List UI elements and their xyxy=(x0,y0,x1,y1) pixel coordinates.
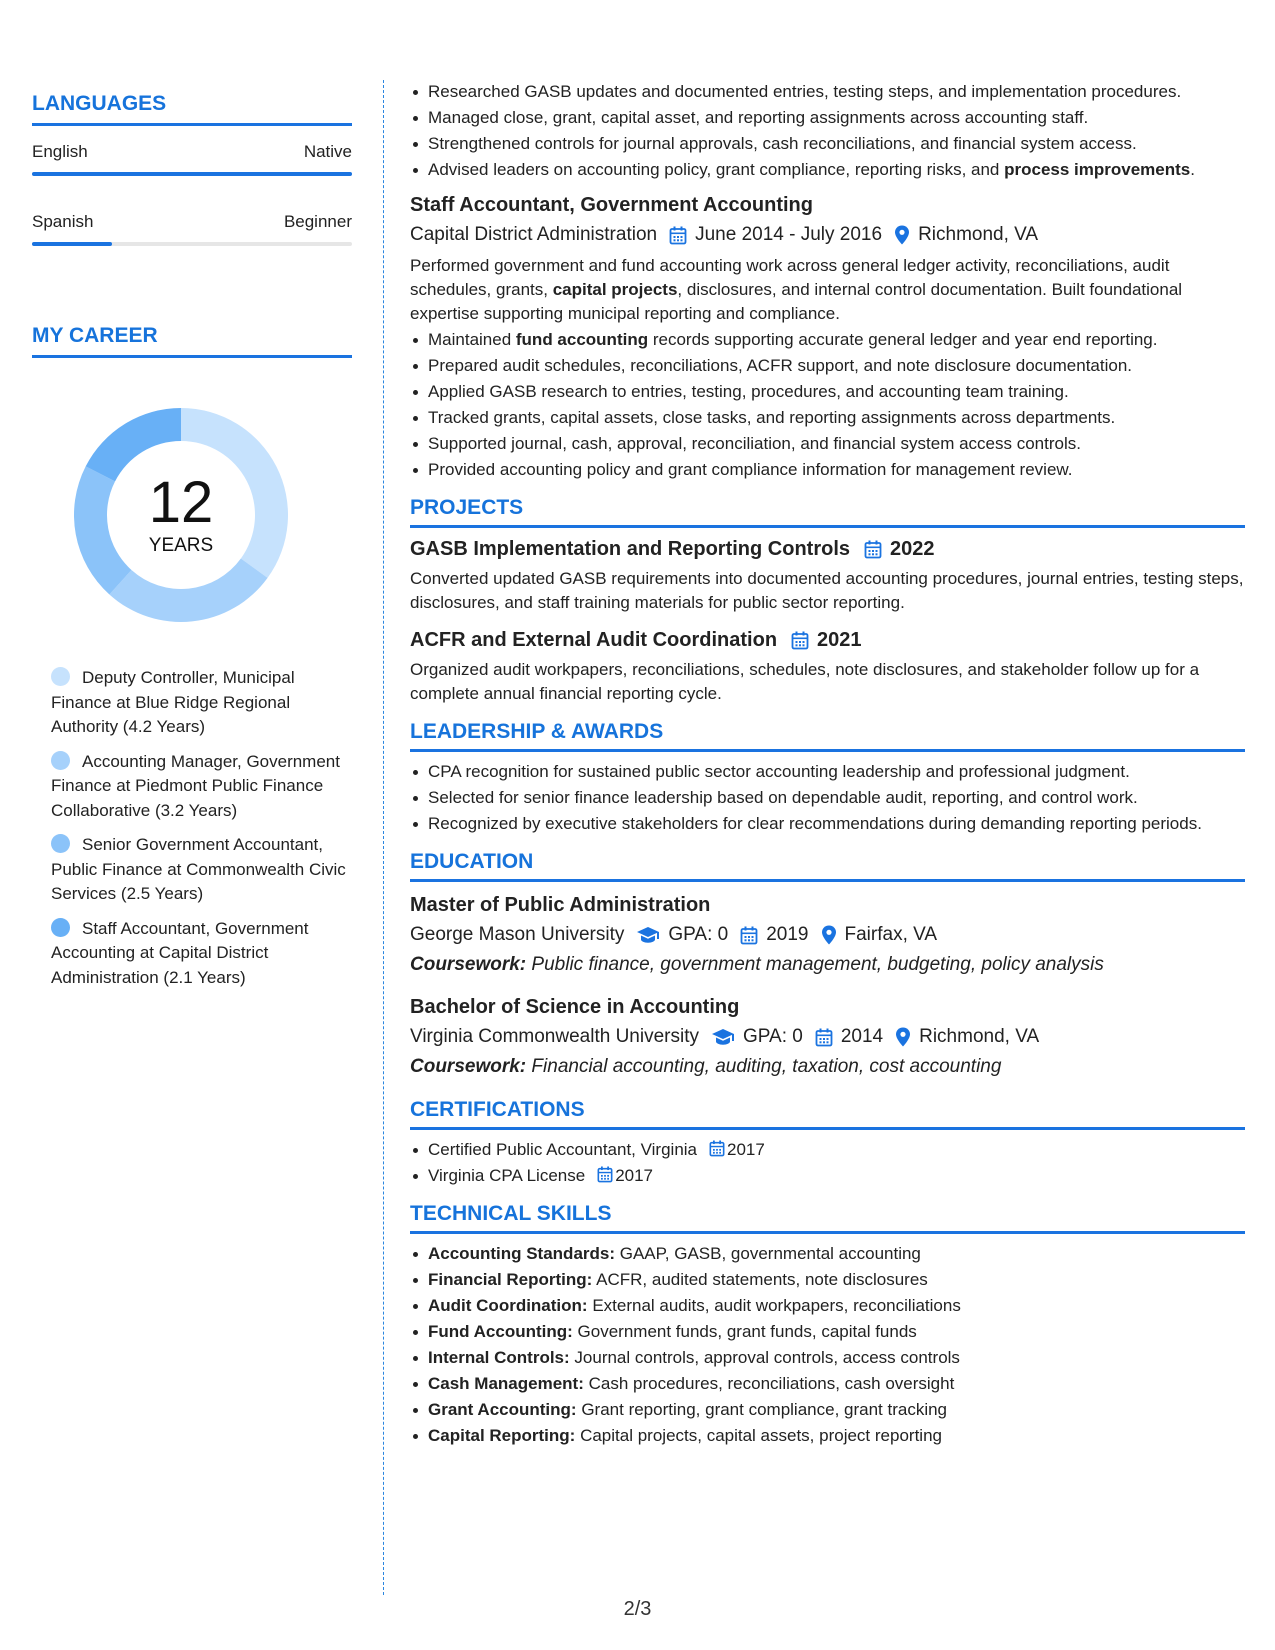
project-name: GASB Implementation and Reporting Controls xyxy=(410,538,851,560)
graduation-year: 2019 xyxy=(766,924,809,945)
technical-skills-heading: TECHNICAL SKILLS xyxy=(410,1202,1245,1234)
career-legend xyxy=(32,666,352,990)
career-legend-text: Accounting Manager, Government Finance at Piedmont Public Finance Collaborative (3.2 Years) xyxy=(51,751,340,820)
legend-dot xyxy=(51,667,70,686)
project-description: Converted updated GASB requirements into documented accounting procedures, journal entries, testing steps, disclosures, and staff training materials for public sector reporting. xyxy=(410,569,1244,612)
calendar-icon xyxy=(791,631,809,650)
certifications-heading: CERTIFICATIONS xyxy=(410,1098,1245,1130)
leadership-list xyxy=(410,760,1245,836)
language-level-fill xyxy=(32,172,352,176)
education-heading: EDUCATION xyxy=(410,850,1245,882)
job-title: Staff Accountant, Government Accounting xyxy=(410,194,813,216)
bullet-item: Maintained fund accounting records supporting accurate general ledger and year end reporting. xyxy=(410,328,1245,352)
career-legend-item xyxy=(51,750,352,824)
location-pin-icon xyxy=(821,925,837,945)
education-meta xyxy=(410,1026,1245,1048)
bullet-item: Supported journal, cash, approval, reconciliation, and financial system access controls. xyxy=(410,432,1245,456)
project-name: ACFR and External Audit Coordination xyxy=(410,629,778,651)
column-divider xyxy=(383,80,384,1595)
school-location: Richmond, VA xyxy=(919,1026,1040,1047)
projects-heading: PROJECTS xyxy=(410,496,1245,528)
location-pin-icon xyxy=(895,1027,911,1047)
language-name: Spanish xyxy=(32,212,94,231)
language-level: Native xyxy=(303,142,352,161)
language-level-bar xyxy=(32,172,352,176)
project-year: 2021 xyxy=(817,629,862,651)
legend-dot xyxy=(51,834,70,853)
bullet-item: Selected for senior finance leadership based on dependable audit, reporting, and control work. xyxy=(410,786,1245,810)
bullet-item: CPA recognition for sustained public sector accounting leadership and professional judgment. xyxy=(410,760,1245,784)
company-name: Capital District Administration xyxy=(410,224,658,245)
job-summary: Performed government and fund accounting work across general ledger activity, reconciliations, audit schedules, grants, capital projects, disclosures, and internal control documentation. Built foundational expertise supporting municipal reporting and compliance. xyxy=(410,256,1183,323)
calendar-icon xyxy=(709,1140,725,1157)
job-meta xyxy=(410,224,1245,246)
certification-item: Certified Public Accountant, Virginia 2017 xyxy=(410,1138,1245,1162)
gpa: GPA: 0 xyxy=(668,924,729,945)
calendar-icon xyxy=(864,540,882,559)
job-location: Richmond, VA xyxy=(918,224,1039,245)
skill-item: Fund Accounting: Government funds, grant funds, capital funds xyxy=(410,1320,1245,1344)
gpa: GPA: 0 xyxy=(742,1026,803,1047)
previous-job-bullets xyxy=(410,80,1245,182)
bullet-item: Researched GASB updates and documented entries, testing steps, and implementation procedures. xyxy=(410,80,1245,104)
career-legend-text: Senior Government Accountant, Public Finance at Commonwealth Civic Services (2.5 Years) xyxy=(51,835,346,903)
career-total-years: 12 xyxy=(148,470,214,535)
calendar-icon xyxy=(597,1166,613,1183)
degree-title: Master of Public Administration xyxy=(410,894,711,916)
job-dates: June 2014 - July 2016 xyxy=(695,224,883,245)
school-location: Fairfax, VA xyxy=(844,924,938,945)
career-legend-text: Deputy Controller, Municipal Finance at Blue Ridge Regional Authority (4.2 Years) xyxy=(51,668,295,736)
language-name: English xyxy=(32,142,88,161)
location-pin-icon xyxy=(894,225,910,245)
skills-list xyxy=(410,1242,1245,1448)
project-title xyxy=(410,629,1245,652)
calendar-icon xyxy=(669,226,687,245)
bullet-item: Managed close, grant, capital asset, and reporting assignments across accounting staff. xyxy=(410,106,1245,130)
coursework: Coursework: Public finance, government management, budgeting, policy analysis xyxy=(410,954,1104,975)
main-content xyxy=(410,80,1245,1450)
calendar-icon xyxy=(815,1028,833,1047)
career-legend-item xyxy=(51,917,352,991)
skill-item: Accounting Standards: GAAP, GASB, governmental accounting xyxy=(410,1242,1245,1266)
career-legend-item xyxy=(51,666,352,740)
sidebar xyxy=(32,92,352,1000)
graduation-cap-icon xyxy=(636,926,660,944)
bullet-item: Strengthened controls for journal approvals, cash reconciliations, and financial system access. xyxy=(410,132,1245,156)
language-english xyxy=(32,142,352,176)
language-level-fill xyxy=(32,242,112,246)
bullet-item: Provided accounting policy and grant compliance information for management review. xyxy=(410,458,1245,482)
project-year: 2022 xyxy=(890,538,935,560)
legend-dot xyxy=(51,751,70,770)
bullet-item: Advised leaders on accounting policy, grant compliance, reporting risks, and process improvements. xyxy=(410,158,1245,182)
language-spanish xyxy=(32,212,352,246)
career-donut-chart xyxy=(68,402,294,628)
skill-item: Cash Management: Cash procedures, reconciliations, cash oversight xyxy=(410,1372,1245,1396)
certification-item: Virginia CPA License 2017 xyxy=(410,1164,1245,1188)
education-meta xyxy=(410,924,1245,946)
job-bullets xyxy=(410,328,1245,482)
legend-dot xyxy=(51,918,70,937)
bullet-item: Prepared audit schedules, reconciliations, ACFR support, and note disclosure documentation. xyxy=(410,354,1245,378)
leadership-heading: LEADERSHIP & AWARDS xyxy=(410,720,1245,752)
skill-item: Grant Accounting: Grant reporting, grant compliance, grant tracking xyxy=(410,1398,1245,1422)
project-title xyxy=(410,538,1245,561)
bullet-item: Applied GASB research to entries, testing, procedures, and accounting team training. xyxy=(410,380,1245,404)
career-legend-item xyxy=(51,833,352,907)
bullet-item: Tracked grants, capital assets, close tasks, and reporting assignments across departments. xyxy=(410,406,1245,430)
degree-title: Bachelor of Science in Accounting xyxy=(410,996,740,1018)
skill-item: Audit Coordination: External audits, audit workpapers, reconciliations xyxy=(410,1294,1245,1318)
skill-item: Financial Reporting: ACFR, audited statements, note disclosures xyxy=(410,1268,1245,1292)
bullet-item: Recognized by executive stakeholders for clear recommendations during demanding reporting periods. xyxy=(410,812,1245,836)
skill-item: Internal Controls: Journal controls, approval controls, access controls xyxy=(410,1346,1245,1370)
calendar-icon xyxy=(740,926,758,945)
certifications-list xyxy=(410,1138,1245,1188)
graduation-cap-icon xyxy=(711,1028,735,1046)
career-legend-text: Staff Accountant, Government Accounting at Capital District Administration (2.1 Years) xyxy=(51,918,309,987)
graduation-year: 2014 xyxy=(840,1026,884,1047)
project-description: Organized audit workpapers, reconciliations, schedules, note disclosures, and stakeholder follow up for a complete annual financial reporting cycle. xyxy=(410,660,1200,703)
language-level: Beginner xyxy=(283,212,352,231)
coursework: Coursework: Financial accounting, auditing, taxation, cost accounting xyxy=(410,1056,1002,1077)
school-name: Virginia Commonwealth University xyxy=(410,1026,699,1047)
page-number: 2/3 xyxy=(623,1598,652,1620)
career-heading: MY CAREER xyxy=(32,324,352,358)
career-years-unit: YEARS xyxy=(148,535,214,556)
language-level-bar xyxy=(32,242,352,246)
languages-heading: LANGUAGES xyxy=(32,92,352,126)
skill-item: Capital Reporting: Capital projects, capital assets, project reporting xyxy=(410,1424,1245,1448)
school-name: George Mason University xyxy=(410,924,625,945)
